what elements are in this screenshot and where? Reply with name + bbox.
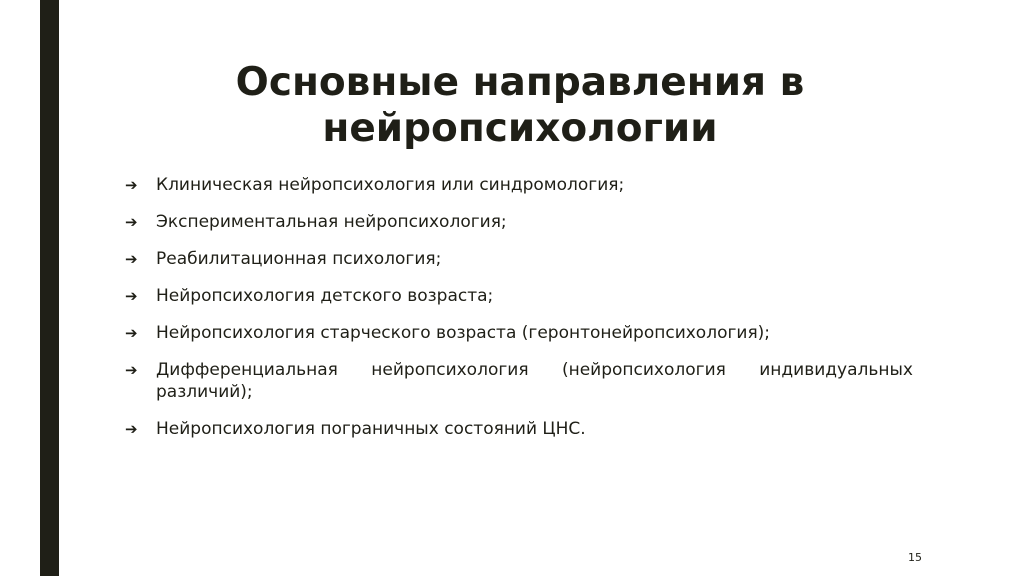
list-item (125, 285, 913, 307)
arrow-right-icon: ➔ (125, 324, 138, 342)
slide-title (120, 60, 920, 152)
list-item (125, 322, 913, 344)
arrow-right-icon: ➔ (125, 250, 138, 268)
list-item (125, 418, 913, 440)
arrow-right-icon: ➔ (125, 361, 138, 379)
list-item (125, 211, 913, 233)
arrow-right-icon: ➔ (125, 213, 138, 231)
title-line-2: нейропсихологии (322, 106, 718, 151)
list-item-text: Клиническая нейропсихология или синдромология; (156, 175, 625, 195)
list-item (125, 248, 913, 270)
list-item (125, 174, 913, 196)
list-item-text: Дифференциальная нейропсихология (нейропсихология индивидуальных различий); (156, 360, 913, 402)
list-item-text: Нейропсихология пограничных состояний ЦНС. (156, 419, 586, 439)
arrow-right-icon: ➔ (125, 420, 138, 438)
list-item-text: Экспериментальная нейропсихология; (156, 212, 507, 232)
list-item-text: Реабилитационная психология; (156, 249, 442, 269)
accent-bar (40, 0, 59, 576)
title-line-1: Основные направления в (235, 60, 805, 105)
page-number: 15 (908, 551, 922, 564)
list-item-text: Нейропсихология старческого возраста (геронтонейропсихология); (156, 323, 771, 343)
arrow-right-icon: ➔ (125, 176, 138, 194)
bullet-list (125, 174, 913, 455)
list-item-text: Нейропсихология детского возраста; (156, 286, 494, 306)
arrow-right-icon: ➔ (125, 287, 138, 305)
list-item (125, 359, 913, 403)
